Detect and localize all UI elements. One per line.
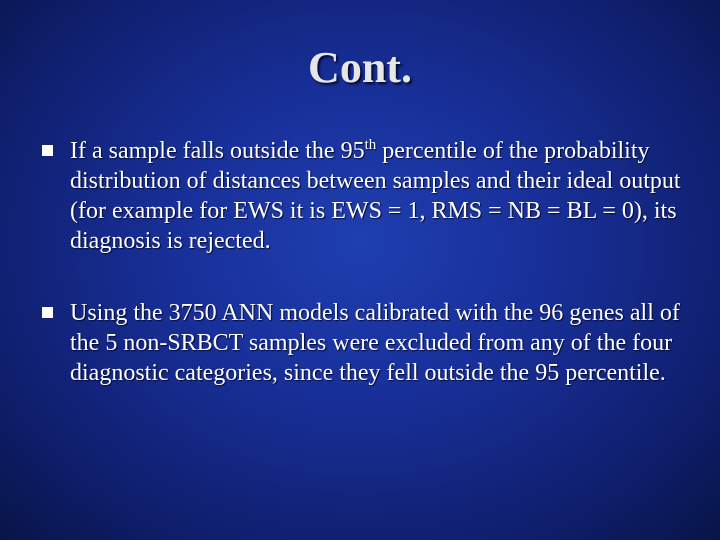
bullet-text	[70, 138, 681, 254]
square-bullet-icon	[42, 145, 53, 156]
bullet-list	[42, 136, 682, 388]
slide-title: Cont.	[308, 43, 412, 92]
bullet-text-part: percentile of the probability distribution of distances between samples and their ideal output (for example for EWS it is EWS = 1, RMS = NB = BL = 0), its diagnosis is rejected.	[70, 138, 681, 254]
bullet-text-part: If a sample falls outside the 95	[70, 138, 365, 164]
square-bullet-icon	[42, 307, 53, 318]
bullet-item	[42, 298, 682, 388]
bullet-text: Using the 3750 ANN models calibrated with the 96 genes all of the 5 non-SRBCT samples were excluded from any of the four diagnostic categories, since they fell outside the 95 percentile.	[70, 300, 680, 386]
superscript: th	[364, 137, 377, 153]
bullet-item	[42, 136, 682, 256]
